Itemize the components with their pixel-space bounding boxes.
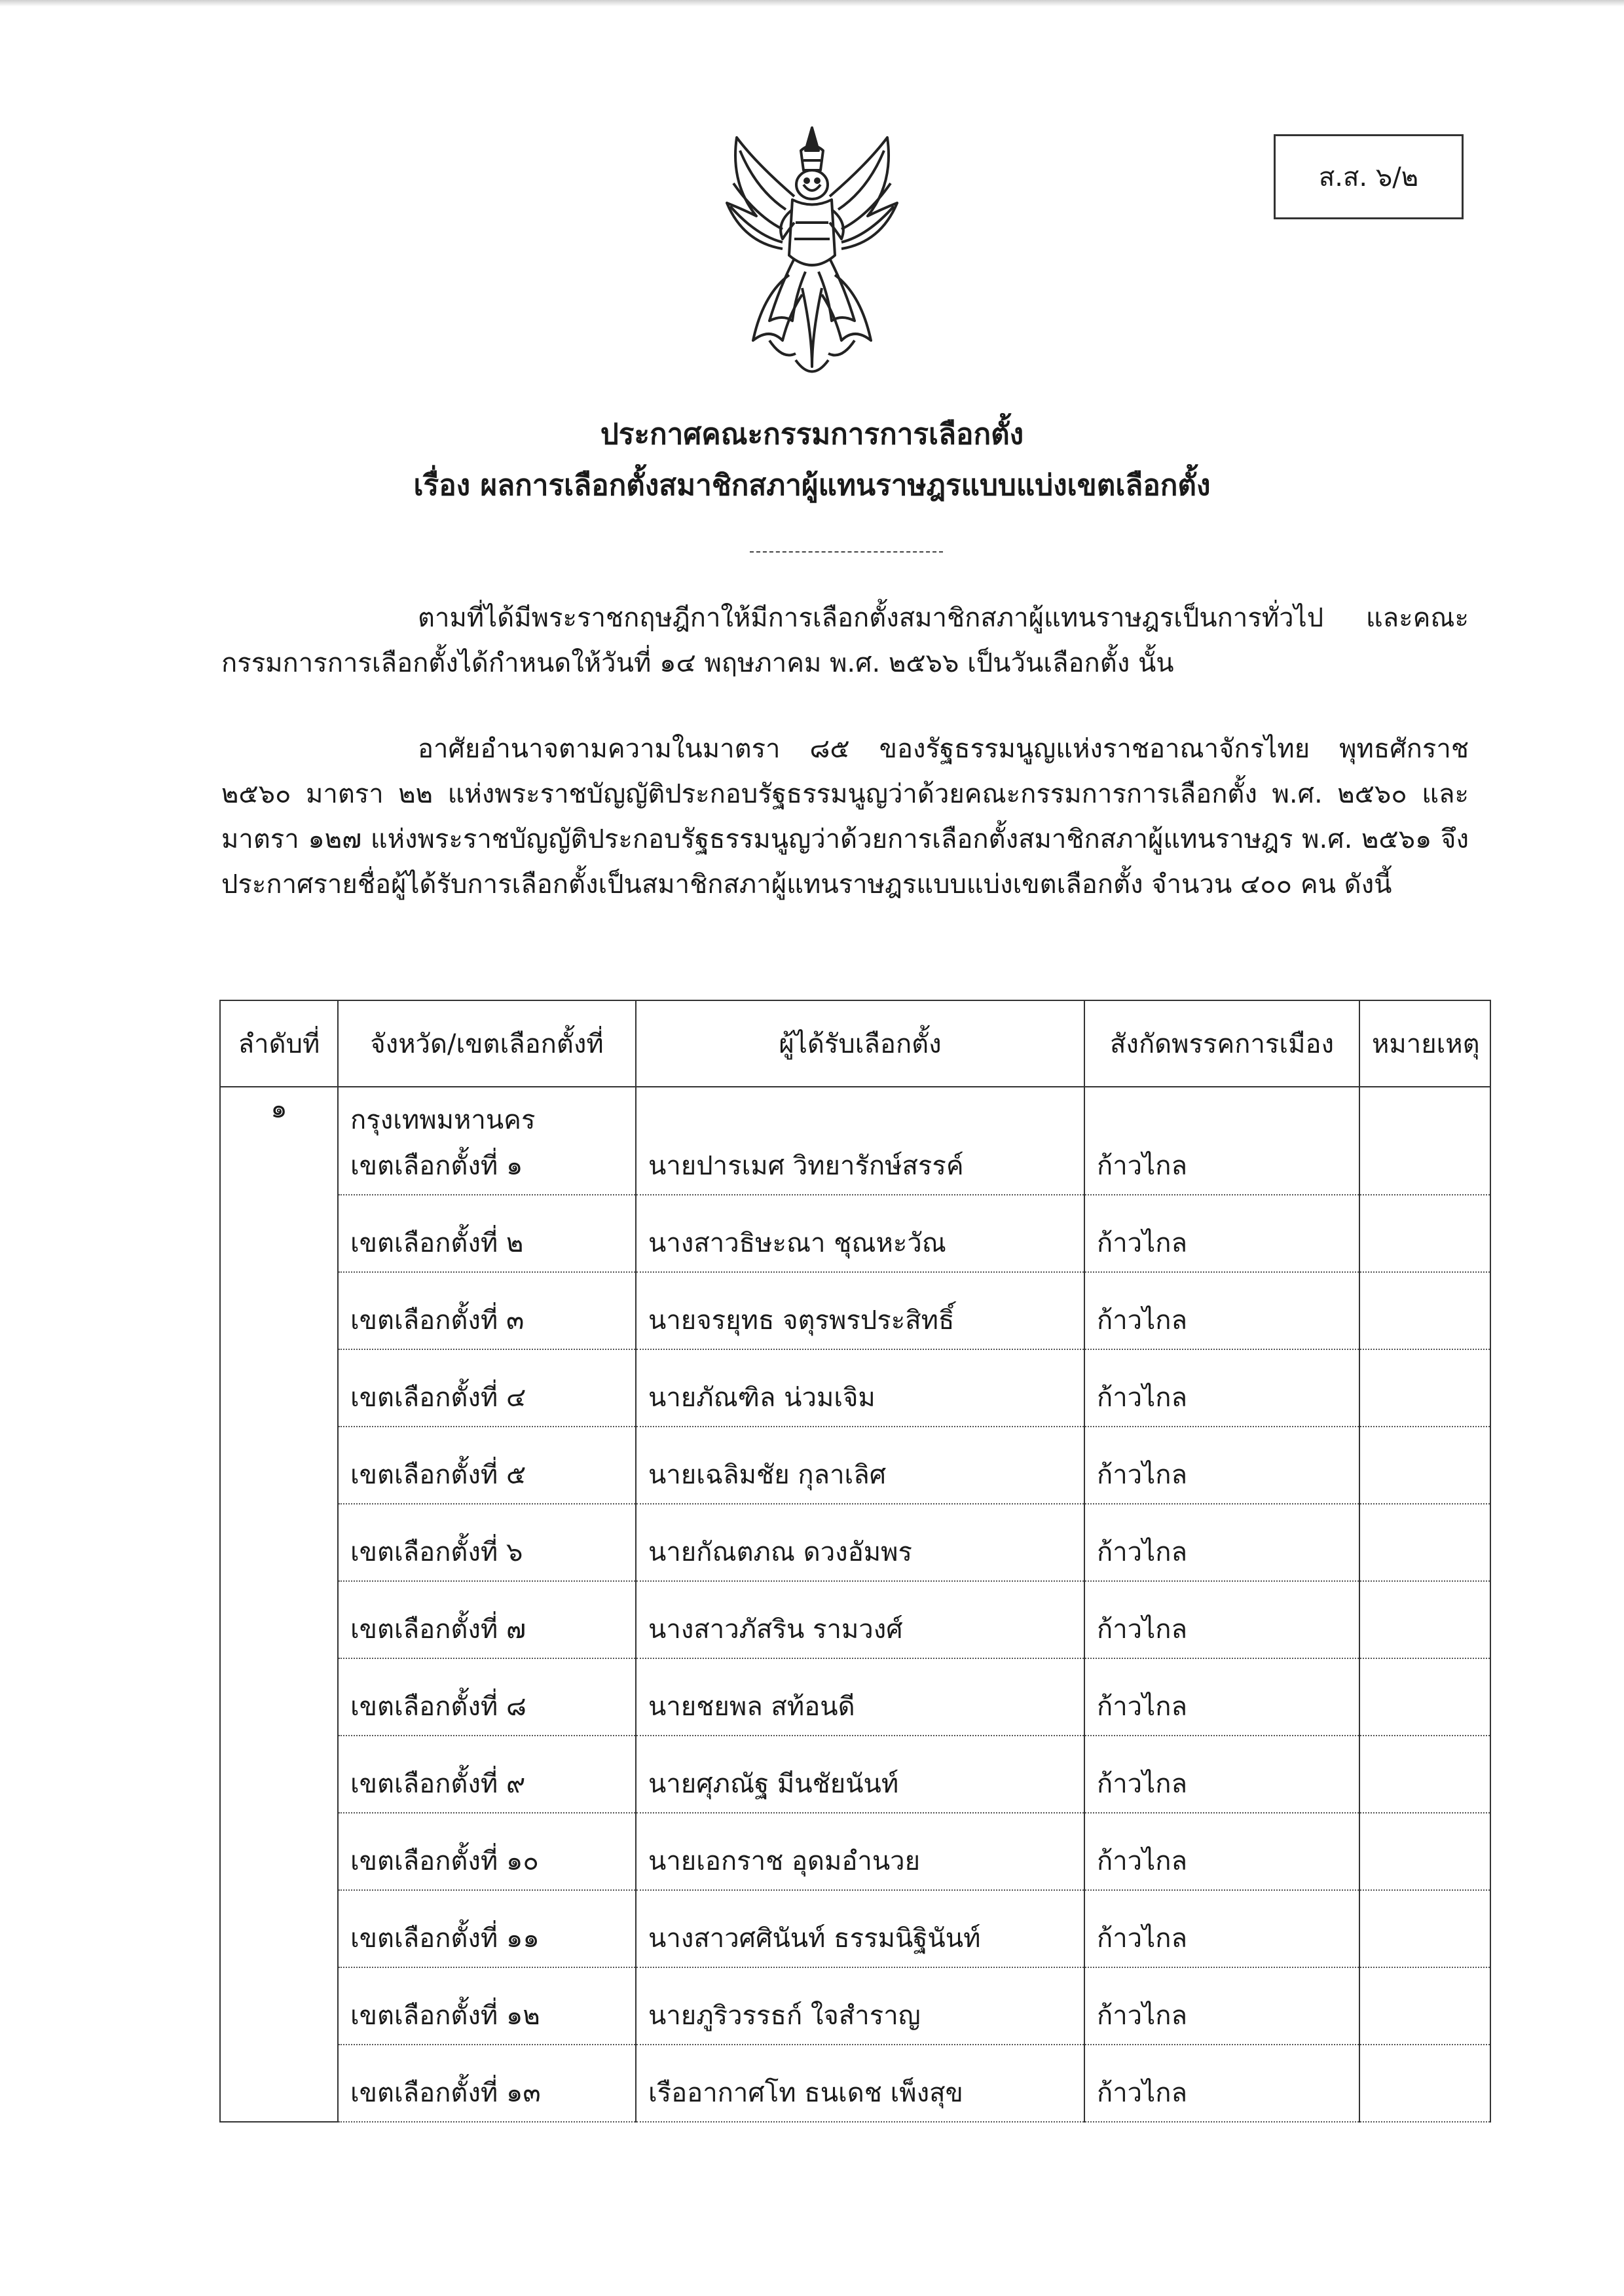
district-label: เขตเลือกตั้งที่ ๖ [350,1537,523,1567]
garuda-emblem-icon [717,124,907,386]
row-number-cell [220,1272,338,1349]
table-row [220,1427,1490,1504]
party-cell: ก้าวไกล [1084,1658,1359,1736]
district-cell [338,1813,636,1890]
header-no: ลำดับที่ [220,1000,338,1087]
elected-name-cell: เรืออากาศโท ธนเดช เพ็งสุข [636,2045,1084,2122]
district-cell [338,1504,636,1581]
elected-name-cell: นายภัณฑิล น่วมเจิม [636,1349,1084,1427]
row-number-cell [220,1813,338,1890]
table-row [220,1890,1490,1967]
district-cell [338,1349,636,1427]
party-cell: ก้าวไกล [1084,1813,1359,1890]
table-row [220,1581,1490,1658]
district-cell [338,1272,636,1349]
party-cell: ก้าวไกล [1084,1087,1359,1195]
elected-name-cell: นายชยพล สท้อนดี [636,1658,1084,1736]
scan-edge [0,0,1624,7]
table-row [220,1813,1490,1890]
table-row [220,1087,1490,1195]
header-party: สังกัดพรรคการเมือง [1084,1000,1359,1087]
table-row [220,2045,1490,2122]
row-number-cell [220,1349,338,1427]
party-cell: ก้าวไกล [1084,1349,1359,1427]
remark-cell [1359,1890,1490,1967]
elected-name-cell: นายศุภณัฐ มีนชัยนันท์ [636,1736,1084,1813]
row-number-cell [220,1427,338,1504]
table-row [220,1504,1490,1581]
district-label: เขตเลือกตั้งที่ ๗ [350,1614,526,1645]
party-cell: ก้าวไกล [1084,1967,1359,2045]
district-cell [338,1427,636,1504]
party-cell: ก้าวไกล [1084,1504,1359,1581]
remark-cell [1359,1581,1490,1658]
district-cell [338,1890,636,1967]
party-cell: ก้าวไกล [1084,1581,1359,1658]
row-number-cell [220,1658,338,1736]
province-name: กรุงเทพมหานคร [350,1105,536,1135]
district-label: เขตเลือกตั้งที่ ๓ [350,1305,525,1336]
elected-name-cell: นายเอกราช อุดมอำนวย [636,1813,1084,1890]
party-cell: ก้าวไกล [1084,1890,1359,1967]
election-results-table [219,1000,1491,2123]
elected-name-cell: นายจรยุทธ จตุรพรประสิทธิ์ [636,1272,1084,1349]
remark-cell [1359,1349,1490,1427]
elected-name-cell: นางสาวศศินันท์ ธรรมนิฐินันท์ [636,1890,1084,1967]
district-cell [338,1967,636,2045]
party-cell: ก้าวไกล [1084,1736,1359,1813]
row-number-cell [220,1195,338,1272]
remark-cell [1359,1272,1490,1349]
elected-name-cell: นายปารเมศ วิทยารักษ์สรรค์ [636,1087,1084,1195]
district-label: เขตเลือกตั้งที่ ๑๑ [350,1923,540,1954]
table-row [220,1658,1490,1736]
table-row [220,1272,1490,1349]
title-divider [750,551,943,553]
row-number-cell [220,1504,338,1581]
elected-name-cell: นายภูริวรรธก์ ใจสำราญ [636,1967,1084,2045]
row-number-cell [220,2045,338,2122]
party-cell: ก้าวไกล [1084,1195,1359,1272]
district-cell [338,2045,636,2122]
district-label: เขตเลือกตั้งที่ ๑ [350,1151,523,1181]
table-header-row [220,1000,1490,1087]
remark-cell [1359,1195,1490,1272]
district-label: เขตเลือกตั้งที่ ๑๐ [350,1846,539,1876]
party-cell: ก้าวไกล [1084,1427,1359,1504]
row-number-cell: ๑ [220,1087,338,1195]
elected-name-cell: นางสาวภัสริน รามวงศ์ [636,1581,1084,1658]
district-label: เขตเลือกตั้งที่ ๑๒ [350,2001,540,2031]
district-label: เขตเลือกตั้งที่ ๘ [350,1692,526,1722]
row-number-cell [220,1890,338,1967]
district-cell [338,1658,636,1736]
header-remark: หมายเหตุ [1359,1000,1490,1087]
district-cell [338,1581,636,1658]
district-label: เขตเลือกตั้งที่ ๒ [350,1228,524,1258]
table-row [220,1967,1490,2045]
remark-cell [1359,1967,1490,2045]
district-cell [338,1195,636,1272]
remark-cell [1359,2045,1490,2122]
district-cell [338,1087,636,1195]
announcement-title: ประกาศคณะกรรมการการเลือกตั้ง [600,418,1024,451]
paragraph-1: ตามที่ได้มีพระราชกฤษฎีกาให้มีการเลือกตั้งสมาชิกสภาผู้แทนราษฎรเป็นการทั่วไป และคณะกรรมการการเลือกตั้งได้กำหนดให้วันที่ ๑๔ พฤษภาคม พ.ศ. ๒๕๖๖ เป็นวันเลือกตั้ง นั้น [221,603,1469,678]
table-row [220,1736,1490,1813]
row-number-cell [220,1967,338,2045]
party-cell: ก้าวไกล [1084,1272,1359,1349]
row-number-cell [220,1736,338,1813]
elected-name-cell: นายกัณตภณ ดวงอัมพร [636,1504,1084,1581]
table-row [220,1195,1490,1272]
remark-cell [1359,1658,1490,1736]
district-label: เขตเลือกตั้งที่ ๑๓ [350,2078,541,2108]
party-cell: ก้าวไกล [1084,2045,1359,2122]
paragraph-2: อาศัยอำนาจตามความในมาตรา ๘๕ ของรัฐธรรมนูญแห่งราชอาณาจักรไทย พุทธศักราช ๒๕๖๐ มาตรา ๒๒ แห่งพระราชบัญญัติประกอบรัฐธรรมนูญว่าด้วยคณะกรรมการการเลือกตั้ง พ.ศ. ๒๕๖๐ และมาตรา ๑๒๗ แห่งพระราชบัญญัติประกอบรัฐธรรมนูญว่าด้วยการเลือกตั้งสมาชิกสภาผู้แทนราษฎร พ.ศ. ๒๕๖๑ จึงประกาศรายชื่อผู้ได้รับการเลือกตั้งเป็นสมาชิกสภาผู้แทนราษฎรแบบแบ่งเขตเลือกตั้ง จำนวน ๔๐๐ คน ดังนี้ [221,734,1469,900]
table-row [220,1349,1490,1427]
remark-cell [1359,1087,1490,1195]
row-number-cell [220,1581,338,1658]
remark-cell [1359,1736,1490,1813]
header-district: จังหวัด/เขตเลือกตั้งที่ [338,1000,636,1087]
district-label: เขตเลือกตั้งที่ ๔ [350,1383,526,1413]
district-label: เขตเลือกตั้งที่ ๕ [350,1460,526,1490]
district-label: เขตเลือกตั้งที่ ๙ [350,1769,526,1799]
header-elected: ผู้ได้รับเลือกตั้ง [636,1000,1084,1087]
remark-cell [1359,1504,1490,1581]
elected-name-cell: นายเฉลิมชัย กุลาเลิศ [636,1427,1084,1504]
announcement-subject: เรื่อง ผลการเลือกตั้งสมาชิกสภาผู้แทนราษฎรแบบแบ่งเขตเลือกตั้ง [413,469,1211,502]
district-cell [338,1736,636,1813]
elected-name-cell: นางสาวธิษะณา ชุณหะวัณ [636,1195,1084,1272]
remark-cell [1359,1813,1490,1890]
form-code-box: ส.ส. ๖/๒ [1274,134,1464,219]
remark-cell [1359,1427,1490,1504]
